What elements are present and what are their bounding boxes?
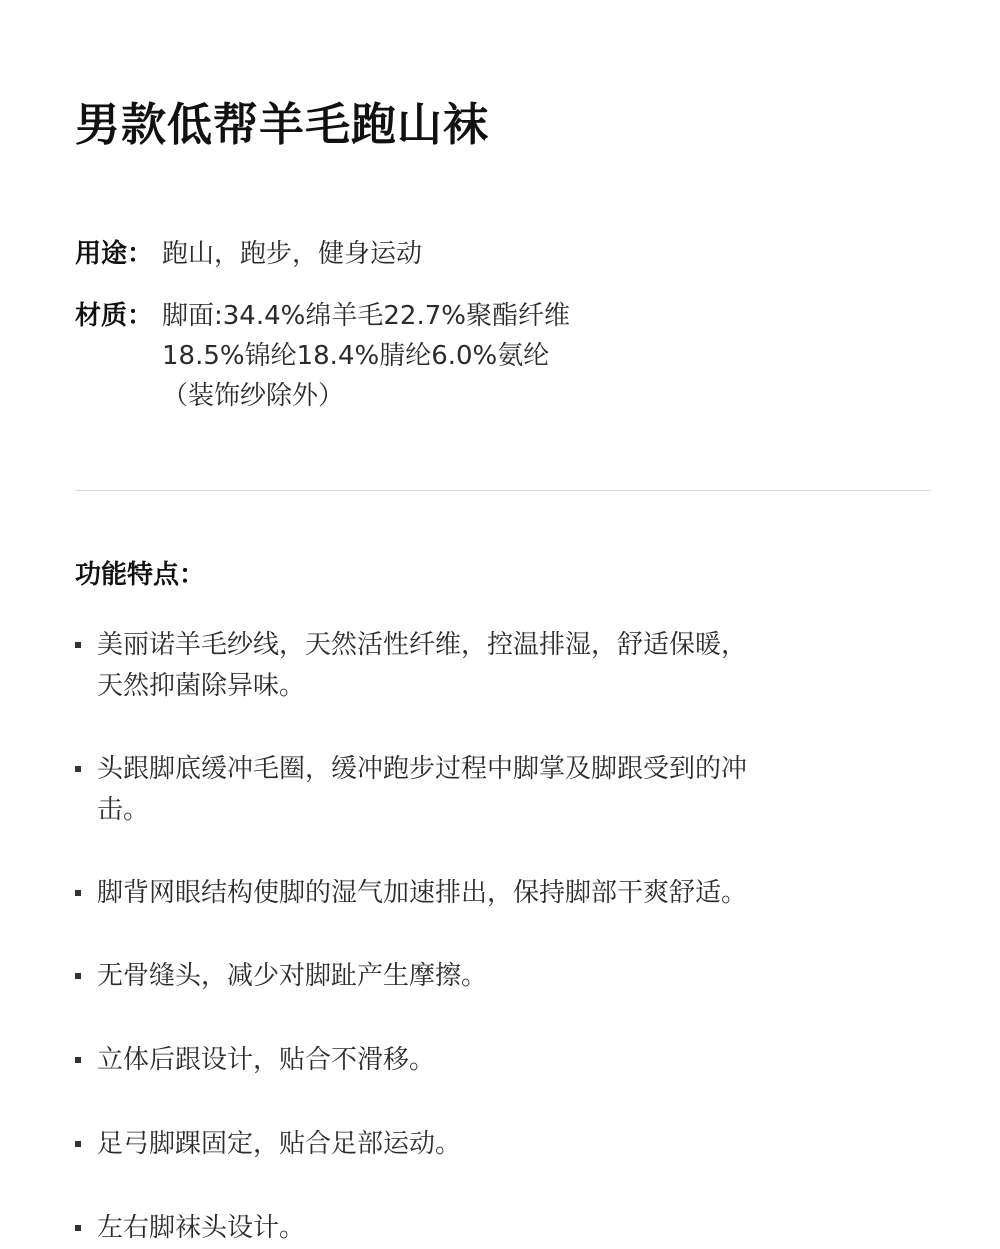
feature-text xyxy=(97,1208,305,1249)
spec-material-line: 18.5%锦纶18.4%腈纶6.0%氨纶 xyxy=(162,341,550,371)
feature-item xyxy=(75,873,875,914)
bullet-square-icon xyxy=(75,973,81,979)
feature-line: 美丽诺羊毛纱线，天然活性纤维，控温排湿，舒适保暖， xyxy=(97,630,748,660)
bullet-square-icon xyxy=(75,1225,81,1231)
feature-item xyxy=(75,1040,875,1081)
feature-text xyxy=(97,625,747,707)
bullet-square-icon xyxy=(75,766,81,772)
feature-line: 左右脚袜头设计。 xyxy=(97,1213,306,1243)
feature-line: 天然抑菌除异味。 xyxy=(97,671,306,701)
feature-line: 足弓脚踝固定，贴合足部运动。 xyxy=(97,1129,462,1159)
bullet-square-icon xyxy=(75,890,81,896)
feature-item xyxy=(75,625,875,707)
feature-line: 立体后跟设计，贴合不滑移。 xyxy=(97,1045,436,1075)
feature-item xyxy=(75,956,875,997)
spec-material-line: （装饰纱除外） xyxy=(162,381,345,411)
feature-line: 无骨缝头，减少对脚趾产生摩擦。 xyxy=(97,961,488,991)
bullet-square-icon xyxy=(75,642,81,648)
spec-material xyxy=(75,296,570,416)
feature-text xyxy=(97,956,487,997)
spec-usage-value xyxy=(162,234,422,274)
bullet-square-icon xyxy=(75,1141,81,1147)
spec-usage-label: 用途： xyxy=(75,239,154,269)
spec-material-value xyxy=(162,296,570,416)
spec-material-line: 脚面:34.4%绵羊毛22.7%聚酯纤维 xyxy=(162,301,570,331)
feature-text xyxy=(97,749,747,831)
feature-text xyxy=(97,1124,461,1165)
feature-line: 击。 xyxy=(97,795,150,825)
feature-item xyxy=(75,1208,875,1249)
feature-text xyxy=(97,1040,435,1081)
bullet-square-icon xyxy=(75,1057,81,1063)
feature-item xyxy=(75,1124,875,1165)
section-divider xyxy=(75,490,931,491)
feature-item xyxy=(75,749,875,831)
feature-line: 头跟脚底缓冲毛圈，缓冲跑步过程中脚掌及脚跟受到的冲 xyxy=(97,754,748,784)
spec-usage xyxy=(75,234,422,274)
spec-usage-line: 跑山，跑步，健身运动 xyxy=(162,239,423,269)
feature-text xyxy=(97,873,747,914)
product-title: 男款低帮羊毛跑山袜 xyxy=(75,98,490,151)
features-heading: 功能特点： xyxy=(75,560,206,590)
feature-line: 脚背网眼结构使脚的湿气加速排出，保持脚部干爽舒适。 xyxy=(97,878,748,908)
spec-material-label: 材质： xyxy=(75,301,154,331)
